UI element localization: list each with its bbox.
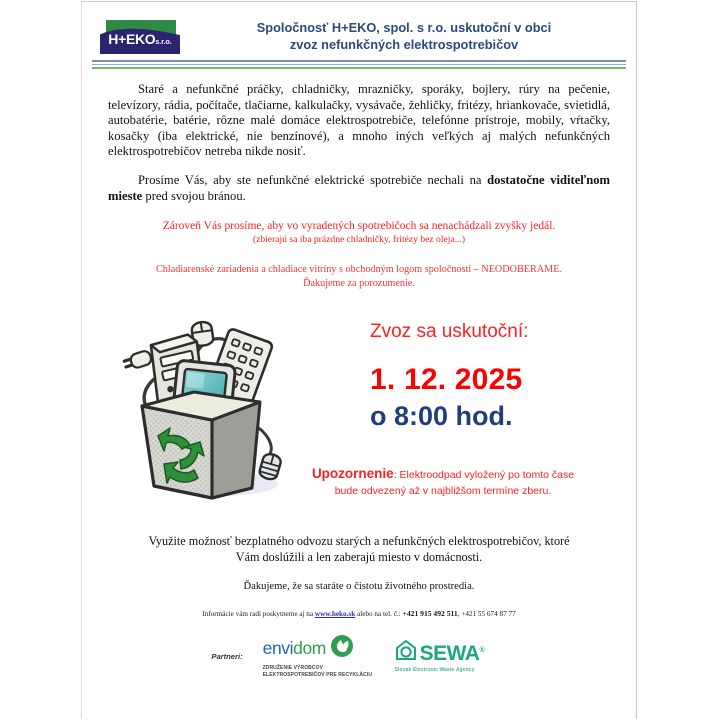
sewa-trademark: ®: [479, 647, 485, 655]
page-title-line1: Spoločnosť H+EKO, spol. s r.o. uskutoční v obci: [256, 20, 552, 35]
warning-label: Upozornenie: [311, 466, 394, 482]
paragraph-instructions: [108, 173, 610, 204]
red-note-2-line1: Chladiarenské zariadenia a chladiace vitríny s obchodným logom spoločnosti – NEODOBERAME.: [156, 264, 562, 276]
warning-line1: [278, 466, 608, 483]
header-divider: [92, 60, 626, 69]
website-link[interactable]: www.heko.sk: [314, 610, 356, 619]
partners-row: [82, 634, 636, 679]
warning-line1-rest: : Elektroodpad vyložený po tomto čase: [393, 469, 575, 482]
envidom-word-part1: envi: [262, 638, 294, 659]
sewa-logo: [395, 639, 507, 674]
phone-secondary: , +421 55 674 87 77: [457, 610, 516, 619]
contact-info-mid: alebo na tel. č.:: [355, 610, 403, 619]
collection-time: o 8:00 hod.: [370, 401, 513, 432]
page-title-line2: zvoz nefunkčných elektrospotrebičov: [289, 37, 519, 52]
sewa-house-icon: [395, 639, 417, 666]
envidom-subtitle-line2: ELEKTROSPOTREBIČOV PRE RECYKLÁCIU: [262, 672, 373, 679]
instructions-emphasis: dostatočne viditeľnom mieste: [108, 172, 610, 203]
footer-contact-info: [82, 608, 636, 620]
contact-info-pre: Informácie vám radi poskytneme aj na: [202, 610, 315, 619]
partners-label: Partneri:: [211, 652, 243, 662]
announcement-headline: Zvoz sa uskutoční:: [370, 321, 529, 343]
document-page: [81, 1, 637, 719]
sewa-word-text: SEWA: [419, 642, 480, 666]
body-text: [82, 82, 636, 204]
page-title: [180, 19, 624, 53]
warning-notice: [278, 466, 608, 499]
envidom-subtitle-line1: ZDRUŽENIE VÝROBCOV: [262, 665, 324, 672]
divider-green: [92, 67, 626, 69]
red-note-refrigeration: [82, 263, 636, 290]
envidom-word-part2: dom: [293, 638, 326, 659]
instructions-post: pred svojou bránou.: [142, 188, 246, 203]
middle-section: [82, 306, 636, 526]
red-note-1-line2: (zbierajú sa iba prázdne chladničky, fritézy bez oleja...): [252, 234, 466, 246]
logo-brand: H+EKO: [108, 31, 156, 47]
paragraph-appliance-list: Staré a nefunkčné práčky, chladničky, mrazničky, sporáky, bojlery, rúry na pečenie, televízory, rádia, počítače, tlačiarne, kalkulačky, vysávače, žehličky, fritézy, hriankovače, svietidlá, autobatérie, batérie, rôzne malé domáce elektrospotrebiče, telefónne prístroje, mobily, vŕtačky, kosačky (iba elektrické, nie benzínové), a mnoho iných veľkých aj malých nefunkčných elektrospotrebičov netreba nikde nosiť.: [108, 82, 610, 159]
red-note-1-line1: Zároveň Vás prosíme, aby vo vyradených spotrebičoch sa nenachádzali zvyšky jedál.: [162, 220, 556, 233]
red-note-2-line2: Ďakujeme za porozumenie.: [303, 277, 415, 289]
heko-logo: [100, 20, 180, 54]
collection-date: 1. 12. 2025: [370, 363, 523, 397]
sewa-logo-top: [395, 639, 507, 666]
divider-thin: [92, 64, 626, 65]
sewa-subtitle: Slovak Electronic Waste Agency: [394, 667, 475, 674]
footer-thanks: Ďakujeme, že sa staráte o čistotu životného prostredia.: [243, 581, 475, 593]
footer-invitation: [82, 534, 636, 565]
footer-invitation-line1: Využite možnosť bezplatného odvozu starých a nefunkčných elektrospotrebičov, ktoré: [148, 534, 570, 549]
sewa-wordmark: [420, 640, 485, 665]
announcement-block: [370, 320, 620, 433]
envidom-wordmark: [263, 639, 326, 658]
footer-invitation-line2: Vám doslúžili a len zaberajú miesto v domácnosti.: [235, 549, 483, 564]
divider-blue: [92, 60, 626, 62]
phone-primary: +421 915 492 511: [402, 609, 458, 619]
instructions-pre: Prosíme Vás, aby ste nefunkčné elektrické spotrebiče nechali na: [138, 172, 488, 187]
logo-suffix: s.r.o.: [155, 39, 172, 46]
envidom-leaf-icon: [330, 634, 354, 663]
warning-line2: bude odvezený až v najbližšom termíne zberu.: [334, 485, 552, 498]
envidom-subtitle: [263, 665, 381, 679]
envidom-logo-top: [263, 634, 381, 663]
page-header: [82, 2, 636, 54]
red-note-food-waste: [82, 219, 636, 246]
logo-text: [100, 32, 180, 50]
envidom-logo: [263, 634, 381, 679]
